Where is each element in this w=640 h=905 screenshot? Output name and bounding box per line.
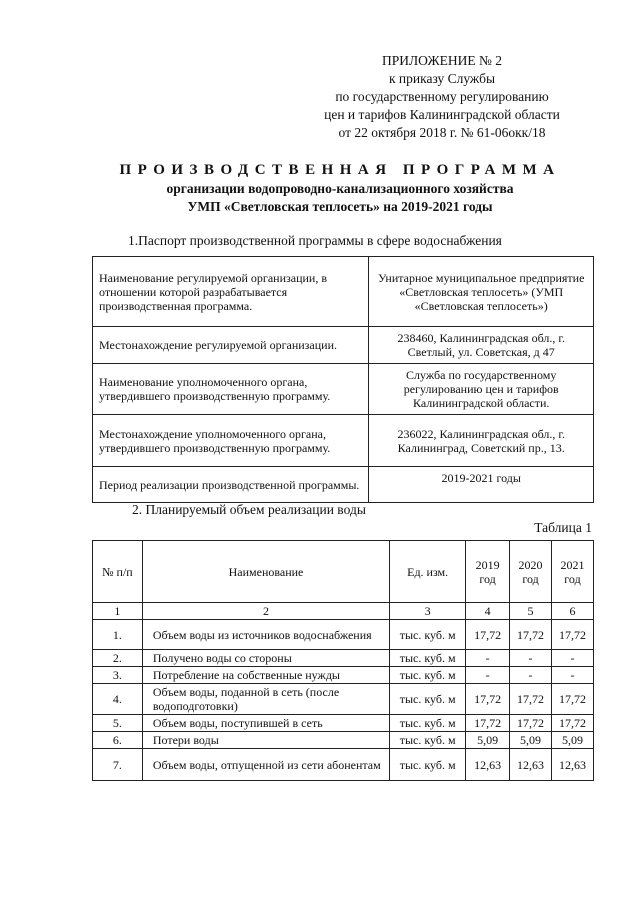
water-volume-table bbox=[92, 540, 594, 781]
row-unit: тыс. куб. м bbox=[390, 620, 466, 650]
passport-value: 236022, Калининградская обл., г. Калининград, Советский пр., 13. bbox=[369, 415, 594, 467]
table-index-row bbox=[93, 603, 594, 620]
passport-value: 238460, Калининградская обл., г. Светлый, ул. Советская, д 47 bbox=[369, 327, 594, 364]
row-value-2019: - bbox=[466, 667, 510, 684]
title-sub-1: организации водопроводно-канализационного хозяйства bbox=[166, 181, 514, 196]
index-cell: 3 bbox=[390, 603, 466, 620]
table-row bbox=[93, 620, 594, 650]
passport-value: Унитарное муниципальное предприятие «Светловская теплосеть» (УМП «Светловская теплосеть») bbox=[369, 257, 594, 327]
passport-label: Наименование уполномоченного органа, утвердившего производственную программу. bbox=[93, 364, 369, 415]
row-name: Объем воды, поданной в сеть (после водоподготовки) bbox=[142, 684, 389, 715]
row-num: 7. bbox=[93, 749, 143, 781]
header-year-2021: 2021 год bbox=[552, 541, 594, 603]
row-value-2019: 5,09 bbox=[466, 732, 510, 749]
row-name: Получено воды со стороны bbox=[142, 650, 389, 667]
passport-table bbox=[92, 256, 594, 503]
row-value-2020: 17,72 bbox=[510, 620, 552, 650]
header-year-2019: 2019 год bbox=[466, 541, 510, 603]
title-sub-2: УМП «Светловская теплосеть» на 2019-2021 годы bbox=[187, 199, 493, 214]
table-row bbox=[93, 415, 594, 467]
row-value-2020: - bbox=[510, 667, 552, 684]
row-value-2021: - bbox=[552, 650, 594, 667]
row-num: 6. bbox=[93, 732, 143, 749]
row-value-2021: 17,72 bbox=[552, 684, 594, 715]
appendix-header bbox=[302, 52, 582, 142]
row-unit: тыс. куб. м bbox=[390, 650, 466, 667]
row-num: 5. bbox=[93, 715, 143, 732]
index-cell: 2 bbox=[142, 603, 389, 620]
header-num: № п/п bbox=[93, 541, 143, 603]
passport-value: Служба по государственному регулированию цен и тарифов Калининградской области. bbox=[369, 364, 594, 415]
table-row bbox=[93, 257, 594, 327]
row-name: Потребление на собственные нужды bbox=[142, 667, 389, 684]
row-num: 1. bbox=[93, 620, 143, 650]
row-value-2021: 17,72 bbox=[552, 620, 594, 650]
row-num: 3. bbox=[93, 667, 143, 684]
row-value-2021: 17,72 bbox=[552, 715, 594, 732]
row-num: 4. bbox=[93, 684, 143, 715]
appendix-order-ref: к приказу Службы bbox=[388, 71, 496, 86]
row-value-2020: 17,72 bbox=[510, 684, 552, 715]
row-value-2020: 17,72 bbox=[510, 715, 552, 732]
table-row bbox=[93, 715, 594, 732]
row-value-2021: 5,09 bbox=[552, 732, 594, 749]
table-header-row bbox=[93, 541, 594, 603]
table-row bbox=[93, 327, 594, 364]
row-value-2019: 17,72 bbox=[466, 684, 510, 715]
index-cell: 5 bbox=[510, 603, 552, 620]
table-row bbox=[93, 684, 594, 715]
section-1-heading: 1.Паспорт производственной программы в сфере водоснабжения bbox=[128, 233, 502, 248]
row-value-2021: - bbox=[552, 667, 594, 684]
row-unit: тыс. куб. м bbox=[390, 732, 466, 749]
title-main: ПРОИЗВОДСТВЕННАЯ ПРОГРАММА bbox=[119, 162, 561, 178]
header-unit: Ед. изм. bbox=[390, 541, 466, 603]
appendix-title: ПРИЛОЖЕНИЕ № 2 bbox=[381, 53, 503, 68]
row-name: Объем воды, поступившей в сеть bbox=[142, 715, 389, 732]
table-row bbox=[93, 467, 594, 503]
table-row bbox=[93, 650, 594, 667]
header-year-2020: 2020 год bbox=[510, 541, 552, 603]
row-name: Объем воды, отпущенной из сети абонентам bbox=[142, 749, 389, 781]
table-label: Таблица 1 bbox=[534, 520, 592, 535]
row-value-2019: 17,72 bbox=[466, 715, 510, 732]
table-row bbox=[93, 749, 594, 781]
row-num: 2. bbox=[93, 650, 143, 667]
row-value-2020: 5,09 bbox=[510, 732, 552, 749]
passport-value: 2019-2021 годы bbox=[369, 467, 594, 503]
row-unit: тыс. куб. м bbox=[390, 667, 466, 684]
appendix-region: цен и тарифов Калининградской области bbox=[324, 107, 560, 122]
header-name: Наименование bbox=[142, 541, 389, 603]
row-value-2019: 17,72 bbox=[466, 620, 510, 650]
appendix-date: от 22 октября 2018 г. № 61-06окк/18 bbox=[338, 125, 546, 140]
row-value-2020: 12,63 bbox=[510, 749, 552, 781]
passport-label: Местонахождение регулируемой организации. bbox=[93, 327, 369, 364]
section-2-heading: 2. Планируемый объем реализации воды bbox=[132, 502, 366, 517]
row-name: Объем воды из источников водоснабжения bbox=[142, 620, 389, 650]
passport-label: Период реализации производственной программы. bbox=[93, 467, 369, 503]
passport-label: Местонахождение уполномоченного органа, утвердившего производственную программу. bbox=[93, 415, 369, 467]
row-name: Потери воды bbox=[142, 732, 389, 749]
index-cell: 4 bbox=[466, 603, 510, 620]
row-unit: тыс. куб. м bbox=[390, 749, 466, 781]
row-value-2021: 12,63 bbox=[552, 749, 594, 781]
table-row bbox=[93, 667, 594, 684]
appendix-service: по государственному регулированию bbox=[335, 89, 549, 104]
table-row bbox=[93, 732, 594, 749]
row-value-2019: 12,63 bbox=[466, 749, 510, 781]
row-value-2019: - bbox=[466, 650, 510, 667]
index-cell: 1 bbox=[93, 603, 143, 620]
row-unit: тыс. куб. м bbox=[390, 715, 466, 732]
index-cell: 6 bbox=[552, 603, 594, 620]
passport-label: Наименование регулируемой организации, в отношении которой разрабатывается производственная программа. bbox=[93, 257, 369, 327]
row-unit: тыс. куб. м bbox=[390, 684, 466, 715]
table-row bbox=[93, 364, 594, 415]
row-value-2020: - bbox=[510, 650, 552, 667]
document-title bbox=[0, 160, 640, 216]
